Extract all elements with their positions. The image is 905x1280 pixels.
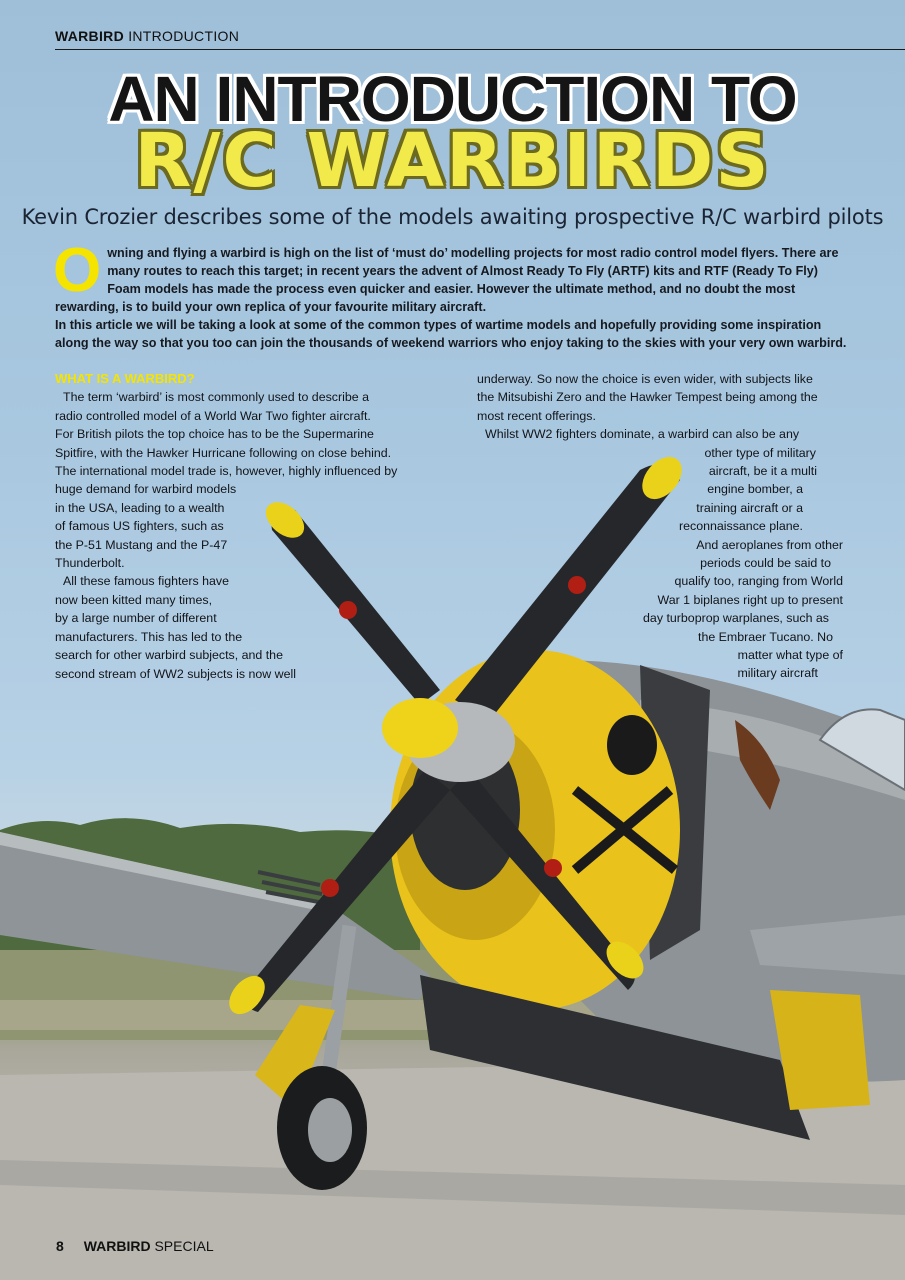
body-line: most recent offerings. xyxy=(477,408,596,423)
body-line: by a large number of different xyxy=(55,611,217,626)
spinner xyxy=(382,698,458,758)
body-line: the Mitsubishi Zero and the Hawker Tempest being among the xyxy=(477,390,818,405)
subtitle: Kevin Crozier describes some of the models awaiting prospective R/C warbird pilots xyxy=(21,205,884,229)
intro-paragraphs xyxy=(53,236,852,352)
left-column xyxy=(55,370,397,683)
body-line: And aeroplanes from other xyxy=(696,537,843,552)
body-line: in the USA, leading to a wealth xyxy=(55,500,225,515)
body-line: manufacturers. This has led to the xyxy=(55,629,243,644)
page-footer xyxy=(56,1238,214,1254)
right-column-top xyxy=(477,370,818,444)
section-label xyxy=(55,28,239,44)
body-line: aircraft, be it a multi xyxy=(708,464,817,478)
body-line: underway. So now the choice is even wider, with subjects like xyxy=(477,372,813,386)
body-line: engine bomber, a xyxy=(707,482,803,497)
body-line: All these famous fighters have xyxy=(63,574,229,589)
body-line: The term ‘warbird’ is most commonly used to describe a xyxy=(63,390,369,405)
body-line: the P-51 Mustang and the P-47 xyxy=(55,537,228,552)
page-number: 8 xyxy=(56,1238,64,1254)
body-line: matter what type of xyxy=(737,648,843,663)
body-line: search for other warbird subjects, and the xyxy=(55,648,283,663)
body-line: periods could be said to xyxy=(700,556,831,571)
column-heading: WHAT IS A WARBIRD? xyxy=(55,371,195,386)
footer-label: SPECIAL xyxy=(154,1238,214,1254)
title-line-2: R/C WARBIRDS xyxy=(134,118,771,204)
body-line: Spitfire, with the Hawker Hurricane following on close behind. xyxy=(55,445,392,460)
body-line: military aircraft xyxy=(737,666,818,681)
body-line: the Embraer Tucano. No xyxy=(698,629,833,644)
body-line: For British pilots the top choice has to be the Supermarine xyxy=(55,427,374,442)
body-line: second stream of WW2 subjects is now well xyxy=(55,666,297,681)
body-line: now been kitted many times, xyxy=(55,592,213,607)
body-line: Thunderbolt. xyxy=(55,556,125,571)
intro-paragraph-1: wning and flying a warbird is high on the list of ‘must do’ modelling projects for most radio control model flyers. There are many routes to reach this target; in recent years the advent of Almost Ready To Fly (ARTF) kits and RTF (Ready To Fly) Foam models has made the process even quicker and easier. However the ultimate method, and no doubt the most rewarding, is to build your own replica of your favourite military aircraft. xyxy=(55,246,839,314)
body-line: other type of military xyxy=(704,445,816,460)
header-bar xyxy=(55,28,905,50)
body-line: day turboprop warplanes, such as xyxy=(643,611,829,626)
body-line: Whilst WW2 fighters dominate, a warbird can also be any xyxy=(485,427,800,442)
footer-brand: WARBIRD xyxy=(83,1238,151,1254)
title-line-1: AN INTRODUCTION TO xyxy=(108,63,797,135)
section-brand: WARBIRD xyxy=(55,28,124,44)
right-column-wrap xyxy=(643,444,843,683)
body-line: reconnaissance plane. xyxy=(679,519,803,534)
body-line: radio controlled model of a World War Two fighter aircraft. xyxy=(55,408,371,423)
intro-paragraph-2: In this article we will be taking a look at some of the common types of wartime models and hopefully providing some inspiration along the way so that you too can join the thousands of weekend warriors who enjoy taking to the skies with your very own warbird. xyxy=(55,318,847,350)
body-line: War 1 biplanes right up to present xyxy=(657,592,843,607)
body-line: training aircraft or a xyxy=(696,500,803,515)
body-line: of famous US fighters, such as xyxy=(55,519,224,534)
body-line: qualify too, ranging from World xyxy=(674,574,843,589)
section-name: INTRODUCTION xyxy=(128,28,240,44)
body-line: huge demand for warbird models xyxy=(55,482,237,497)
body-line: The international model trade is, however, highly influenced by xyxy=(55,464,398,479)
drop-cap: O xyxy=(53,236,102,305)
